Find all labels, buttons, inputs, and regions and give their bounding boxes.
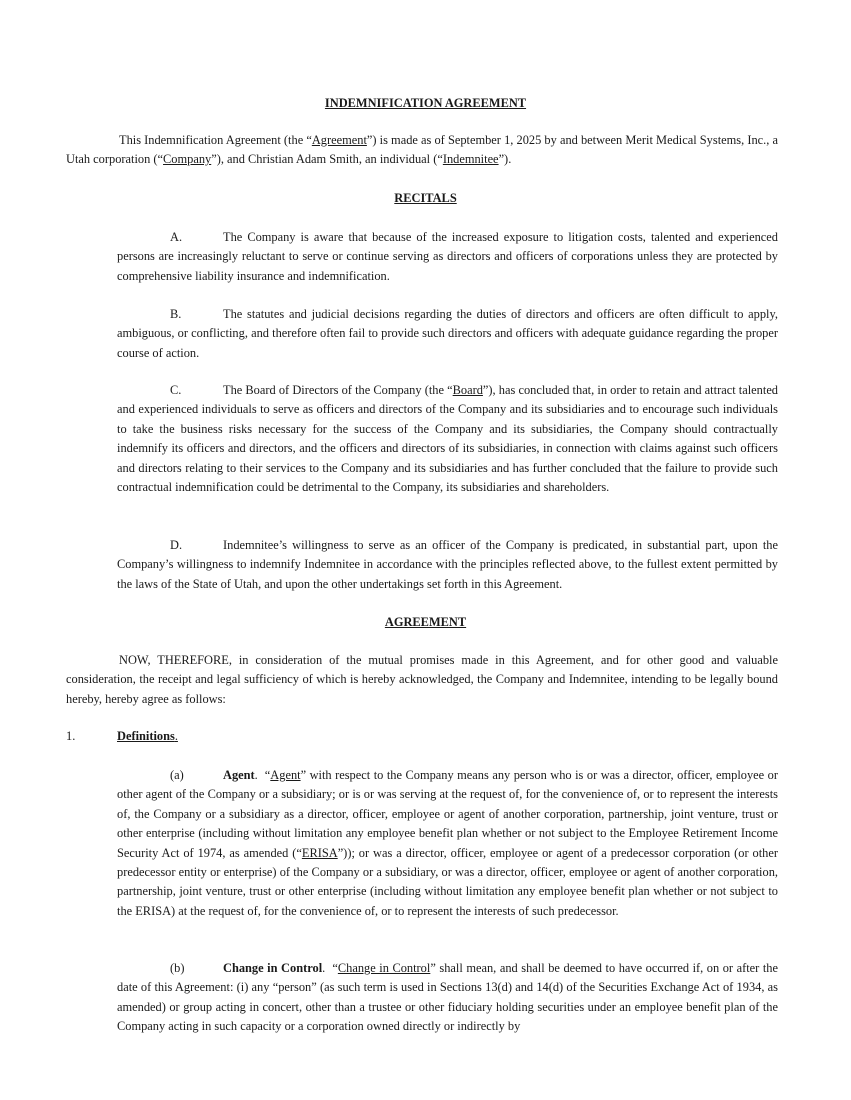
recital-d-text: Indemnitee’s willingness to serve as an officer of the Company is predicated, in substantial part, upon the Company’s willingness to indemnify Indemnitee in accordance with the principles reflected above, to the fullest extent permitted by the laws of the State of Utah, and upon the other undertakings set forth in this Agreement. <box>117 538 778 591</box>
recital-d <box>117 536 778 594</box>
defined-term-agent: Agent <box>270 768 301 782</box>
defined-term-company: Company <box>163 152 212 167</box>
recitals-heading: RECITALS <box>394 191 457 205</box>
definition-a-term: Agent <box>223 768 255 782</box>
definition-a-term-period: . <box>254 768 258 782</box>
recital-b-label: B. <box>170 307 182 321</box>
definition-b-label: (b) <box>170 961 185 975</box>
section-1-title-text: Definitions <box>117 729 175 743</box>
recital-c-text-2: ”), has concluded that, in order to retain and attract talented and experienced individuals to serve as officers and directors of the Company and its subsidiaries and to encourage such individuals to take the business risks necessary for the success of the Company and its subsidiaries, the Company should contractually indemnify its officers and directors, and the officers and directors of its subsidiaries, in connection with claims against such officers and directors relating to their services to the Company and its subsidiaries and has further concluded that the failure to provide such contractual indemnification could be detrimental to the Company, its subsidiaries and shareholders. <box>117 383 779 495</box>
defined-term-indemnitee: Indemnitee <box>442 152 499 167</box>
recital-c-text-1: The Board of Directors of the Company (the “ <box>223 383 453 397</box>
recital-a-label: A. <box>170 230 183 244</box>
recital-b <box>117 305 778 363</box>
definition-a-label: (a) <box>170 768 184 782</box>
definition-a-agent <box>117 766 778 921</box>
definition-b-term-period: . <box>322 961 326 975</box>
definition-b-term: Change in Control <box>223 961 323 975</box>
agreement-heading: AGREEMENT <box>384 615 467 629</box>
definition-a-text-1: ” with respect to the Company means any person who is or was a director, officer, employee or other agent of the Company or a subsidiary; or is or was serving at the request of, for the convenience of, or to represent the interests of, the Company or a subsidiary as a director, officer, employee or agent of another corporation, partnership, joint venture, trust or other enterprise (including without limitation any employee benefit plan whether or not subject to the Employee Retirement Income Security Act of 1974, as amended (“ <box>117 768 778 860</box>
now-therefore-paragraph: NOW, THEREFORE, in consideration of the mutual promises made in this Agreement, and for other good and valuable consideration, the receipt and legal sufficiency of which is hereby acknowledged, the Company and Indemnitee, intending to be legally bound hereby, hereby agree as follows: <box>66 653 778 706</box>
preamble-text-1: This Indemnification Agreement (the “ <box>119 133 312 147</box>
defined-term-erisa: ERISA <box>301 845 338 860</box>
definition-b-quote: “ <box>332 961 338 975</box>
definition-b-change-in-control <box>117 959 778 1037</box>
defined-term-agreement: Agreement <box>311 133 367 147</box>
recital-b-text: The statutes and judicial decisions regarding the duties of directors and officers are often difficult to apply, ambiguous, or conflicting, and therefore often fail to provide such directors and officers with adequate guidance regarding the proper course of action. <box>117 307 778 360</box>
definition-a-quote: “ <box>264 768 271 782</box>
recital-a-text: The Company is aware that because of the increased exposure to litigation costs, talented and experienced persons are increasingly reluctant to serve or continue serving as directors and officers of corporations unless they are protected by comprehensive liability insurance and indemnification. <box>117 230 778 283</box>
definition-a-text-2: ”)); or was a director, officer, employee or agent of a predecessor corporation (or other predecessor entity or enterprise) of the Company or a subsidiary, or was a director, officer, employee or agent of another corporation, partnership, joint venture, trust or other enterprise (including without limitation any employee benefit plan whether or not subject to the ERISA) at the request of, for the convenience of, or to represent the interests of such predecessor. <box>117 845 778 918</box>
recital-d-label: D. <box>170 538 183 552</box>
recital-c-label: C. <box>170 383 182 397</box>
document-title: INDEMNIFICATION AGREEMENT <box>324 96 527 110</box>
preamble-text-2: ”) is made as of September 1, 2025 by and between Merit Medical Systems, Inc., a Utah corporation (“ <box>66 133 778 167</box>
recital-a <box>117 228 778 286</box>
section-1-title <box>117 727 178 746</box>
preamble-text-3: ”), and Christian Adam Smith, an individual (“ <box>211 152 443 167</box>
preamble-text-4: ”). <box>498 152 512 167</box>
definition-b-text-1: ” shall mean, and shall be deemed to have occurred if, on or after the date of this Agreement: (i) any “person” (as such term is used in Sections 13(d) and 14(d) of the Securities Exchange Act of 1934, as amended) or group acting in concert, other than a trustee or other fiduciary holding securities under an employee benefit plan of the Company acting in such capacity or a corporation owned directly or indirectly by <box>117 961 778 1034</box>
defined-term-change-in-control: Change in Control <box>337 961 431 975</box>
recital-c <box>117 381 778 497</box>
section-1-title-period: . <box>174 729 178 743</box>
section-1-number: 1. <box>66 729 76 743</box>
defined-term-board: Board <box>452 383 483 397</box>
preamble-paragraph <box>66 131 778 170</box>
